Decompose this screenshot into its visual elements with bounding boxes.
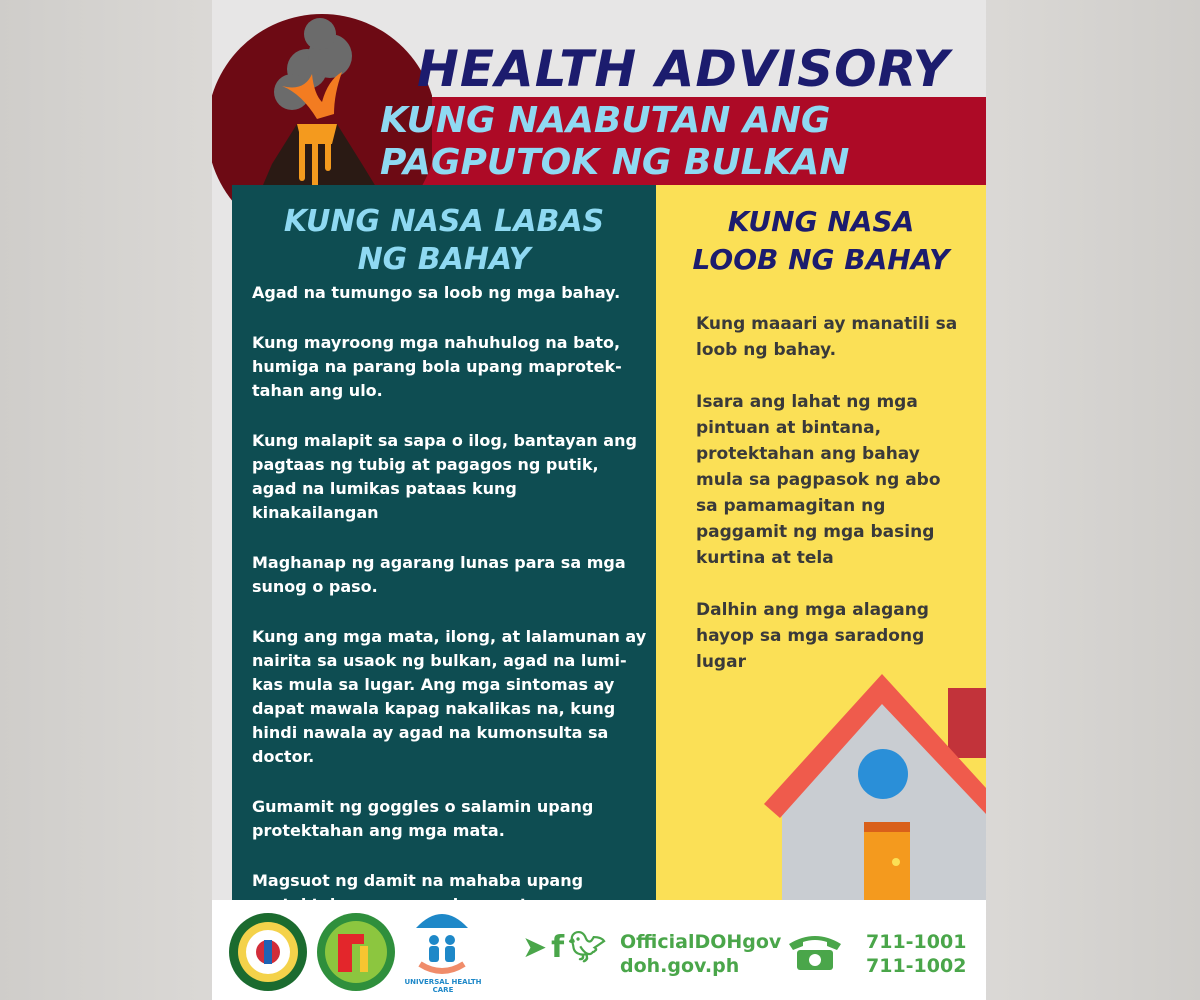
- outside-heading: [232, 203, 656, 279]
- subtitle-line-1: KUNG NAABUTAN ANG: [380, 100, 831, 141]
- phone-number-1[interactable]: 711-1001: [866, 931, 967, 953]
- social-icons: [522, 930, 610, 965]
- house-icon: [752, 662, 986, 900]
- f1-plus-logo-icon: [316, 912, 396, 992]
- inside-advice-item: Isara ang lahat ng mga pintuan at bintana, protektahan ang bahay mula sa pagpasok ng abo sa pamamagitan ng paggamit ng mga basing kurtina at tela: [696, 392, 941, 568]
- outside-advice-list: [252, 281, 648, 943]
- subtitle-line-2: PAGPUTOK NG BULKAN: [380, 142, 850, 183]
- inside-advice-item: Dalhin ang mga alagang hayop sa mga saradong lugar: [696, 600, 929, 672]
- share-icon[interactable]: ➤: [522, 930, 548, 965]
- doh-seal-icon: [228, 912, 308, 992]
- outside-advice-item: Maghanap ng agarang lunas para sa mga sunog o paso.: [252, 553, 626, 596]
- uhc-label: UNIVERSAL HEALTH CARE: [404, 978, 482, 994]
- outside-advice-item: Kung ang mga mata, ilong, at lalamunan ay nairita sa usaok ng bulkan, agad na lumi-kas mula sa lugar. Ang mga sintomas ay dapat mawala kapag nakalikas na, kung hindi nawala ay agad na kumonsulta sa doctor.: [252, 627, 647, 766]
- phone-numbers: [866, 930, 966, 978]
- inside-advice-item: Kung maaari ay manatili sa loob ng bahay.: [696, 314, 958, 360]
- outside-advice-item: Agad na tumungo sa loob ng mga bahay.: [252, 283, 621, 302]
- inside-heading-line-2: LOOB NG BAHAY: [692, 243, 950, 276]
- web-contacts: [620, 930, 781, 978]
- outside-home-panel: [232, 185, 656, 900]
- outside-heading-line-2: NG BAHAY: [357, 242, 531, 277]
- outside-advice-item: Magsuot ng damit na mahaba upang: [252, 871, 584, 890]
- outside-advice-item: Kung mayroong mga nahuhulog na bato, humiga na parang bola upang maprotek-tahan ang ulo.: [252, 333, 622, 400]
- inside-heading: [656, 203, 986, 279]
- website-link[interactable]: doh.gov.ph: [620, 955, 740, 977]
- inside-heading-line-1: KUNG NASA: [727, 205, 915, 238]
- facebook-icon[interactable]: f: [551, 930, 565, 965]
- inside-advice-list: [696, 311, 966, 701]
- page-title: HEALTH ADVISORY: [417, 40, 950, 98]
- phone-icon: [787, 930, 843, 972]
- phone-number-2[interactable]: 711-1002: [866, 955, 967, 977]
- twitter-icon[interactable]: 🐦︎: [568, 930, 607, 965]
- footer: [212, 900, 986, 1000]
- page-subtitle: [380, 100, 849, 184]
- advisory-poster: [212, 0, 986, 1000]
- outside-heading-line-1: KUNG NASA LABAS: [283, 204, 605, 239]
- social-handle[interactable]: OfficialDOHgov: [620, 931, 782, 953]
- uhc-logo-icon: [412, 906, 472, 978]
- outside-advice-item: Kung malapit sa sapa o ilog, bantayan ang pagtaas ng tubig at pagagos ng putik, agad na lumikas pataas kung kinakailangan: [252, 431, 637, 522]
- outside-advice-item: Gumamit ng goggles o salamin upang protektahan ang mga mata.: [252, 797, 594, 840]
